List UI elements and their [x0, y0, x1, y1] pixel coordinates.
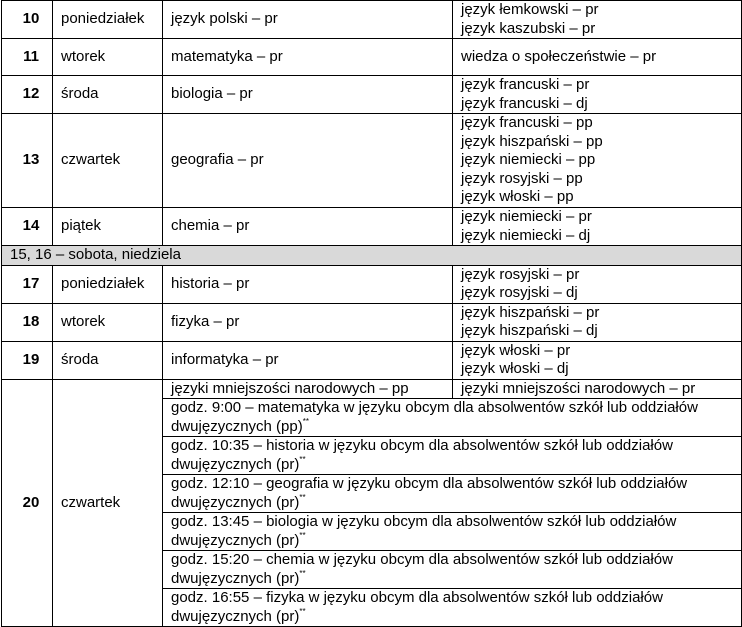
afternoon-exams — [453, 341, 742, 379]
day-number: 14 — [2, 208, 53, 246]
bilingual-exam: godz. 12:10 – geografia w języku obcym dla absolwentów szkół lub oddziałów dwujęzycznych (pr)** — [163, 475, 742, 513]
weekday: poniedziałek — [53, 1, 163, 39]
morning-exam: fizyka – pr — [163, 303, 453, 341]
afternoon-exam: język kaszubski – pr — [461, 19, 596, 37]
afternoon-exam: język włoski – dj — [461, 360, 569, 377]
afternoon-exams — [453, 208, 742, 246]
weekday: poniedziałek — [53, 265, 163, 303]
weekday: czwartek — [53, 379, 163, 627]
table-row — [2, 265, 742, 303]
bilingual-exam: godz. 15:20 – chemia w języku obcym dla absolwentów szkół lub oddziałów dwujęzycznych (pr)** — [163, 551, 742, 589]
weekday: czwartek — [53, 114, 163, 208]
afternoon-exams — [453, 265, 742, 303]
afternoon-exam: język niemiecki – pr — [461, 208, 592, 225]
afternoon-exams — [453, 39, 742, 76]
morning-exam: chemia – pr — [163, 208, 453, 246]
weekday: wtorek — [53, 39, 163, 76]
afternoon-exam: język rosyjski – pp — [461, 169, 583, 187]
afternoon-exam: języki mniejszości narodowych – pr — [453, 379, 742, 399]
afternoon-exam: język francuski – pr — [461, 76, 590, 93]
table-row — [2, 39, 742, 76]
afternoon-exams — [453, 303, 742, 341]
morning-exam: język polski – pr — [163, 1, 453, 39]
weekday: środa — [53, 341, 163, 379]
afternoon-exams — [453, 76, 742, 114]
day-number: 17 — [2, 265, 53, 303]
bilingual-exam: godz. 9:00 – matematyka w języku obcym dla absolwentów szkół lub oddziałów dwujęzycznych (pp)** — [163, 399, 742, 437]
table-row — [2, 208, 742, 246]
day-number: 13 — [2, 114, 53, 208]
day-number: 10 — [2, 1, 53, 39]
afternoon-exam: język hiszpański – pp — [461, 132, 603, 150]
afternoon-exam: język francuski – dj — [461, 94, 588, 112]
morning-exam: biologia – pr — [163, 76, 453, 114]
morning-exam: historia – pr — [163, 265, 453, 303]
table-row — [2, 341, 742, 379]
table-row — [2, 303, 742, 341]
morning-exam: języki mniejszości narodowych – pp — [163, 379, 453, 399]
afternoon-exam: język francuski – pp — [461, 114, 593, 132]
bilingual-exam: godz. 13:45 – biologia w języku obcym dla absolwentów szkół lub oddziałów dwujęzycznych (pr)** — [163, 513, 742, 551]
weekday: piątek — [53, 208, 163, 246]
day-number: 11 — [2, 39, 53, 76]
afternoon-exam: język hiszpański – pr — [461, 303, 600, 321]
day-number: 12 — [2, 76, 53, 114]
table-row — [2, 1, 742, 39]
afternoon-exam: język niemiecki – pp — [461, 151, 596, 169]
weekend-row — [2, 246, 742, 266]
morning-exam: matematyka – pr — [163, 39, 453, 76]
day-number: 19 — [2, 341, 53, 379]
day-number: 18 — [2, 303, 53, 341]
weekday: środa — [53, 76, 163, 114]
day-number: 20 — [2, 379, 53, 627]
table-row — [2, 76, 742, 114]
afternoon-exam: język łemkowski – pr — [461, 1, 599, 18]
afternoon-exam: język włoski – pr — [461, 341, 571, 359]
afternoon-exam: język hiszpański – dj — [461, 322, 598, 339]
bilingual-exam: godz. 10:35 – historia w języku obcym dla absolwentów szkół lub oddziałów dwujęzycznych (pr)** — [163, 437, 742, 475]
afternoon-exams — [453, 114, 742, 208]
afternoon-exam: wiedza o społeczeństwie – pr — [461, 47, 657, 65]
exam-schedule-table — [1, 0, 742, 627]
afternoon-exam: język rosyjski – dj — [461, 284, 578, 301]
afternoon-exam: język włoski – pp — [461, 188, 574, 206]
bilingual-exam: godz. 16:55 – fizyka w języku obcym dla absolwentów szkół lub oddziałów dwujęzycznych (pr)** — [163, 589, 742, 627]
table-row — [2, 379, 742, 399]
morning-exam: informatyka – pr — [163, 341, 453, 379]
afternoon-exams — [453, 1, 742, 39]
weekday: wtorek — [53, 303, 163, 341]
weekend-label: 15, 16 – sobota, niedziela — [2, 246, 742, 266]
morning-exam: geografia – pr — [163, 114, 453, 208]
table-row — [2, 114, 742, 208]
afternoon-exam: język niemiecki – dj — [461, 226, 591, 244]
afternoon-exam: język rosyjski – pr — [461, 265, 580, 283]
